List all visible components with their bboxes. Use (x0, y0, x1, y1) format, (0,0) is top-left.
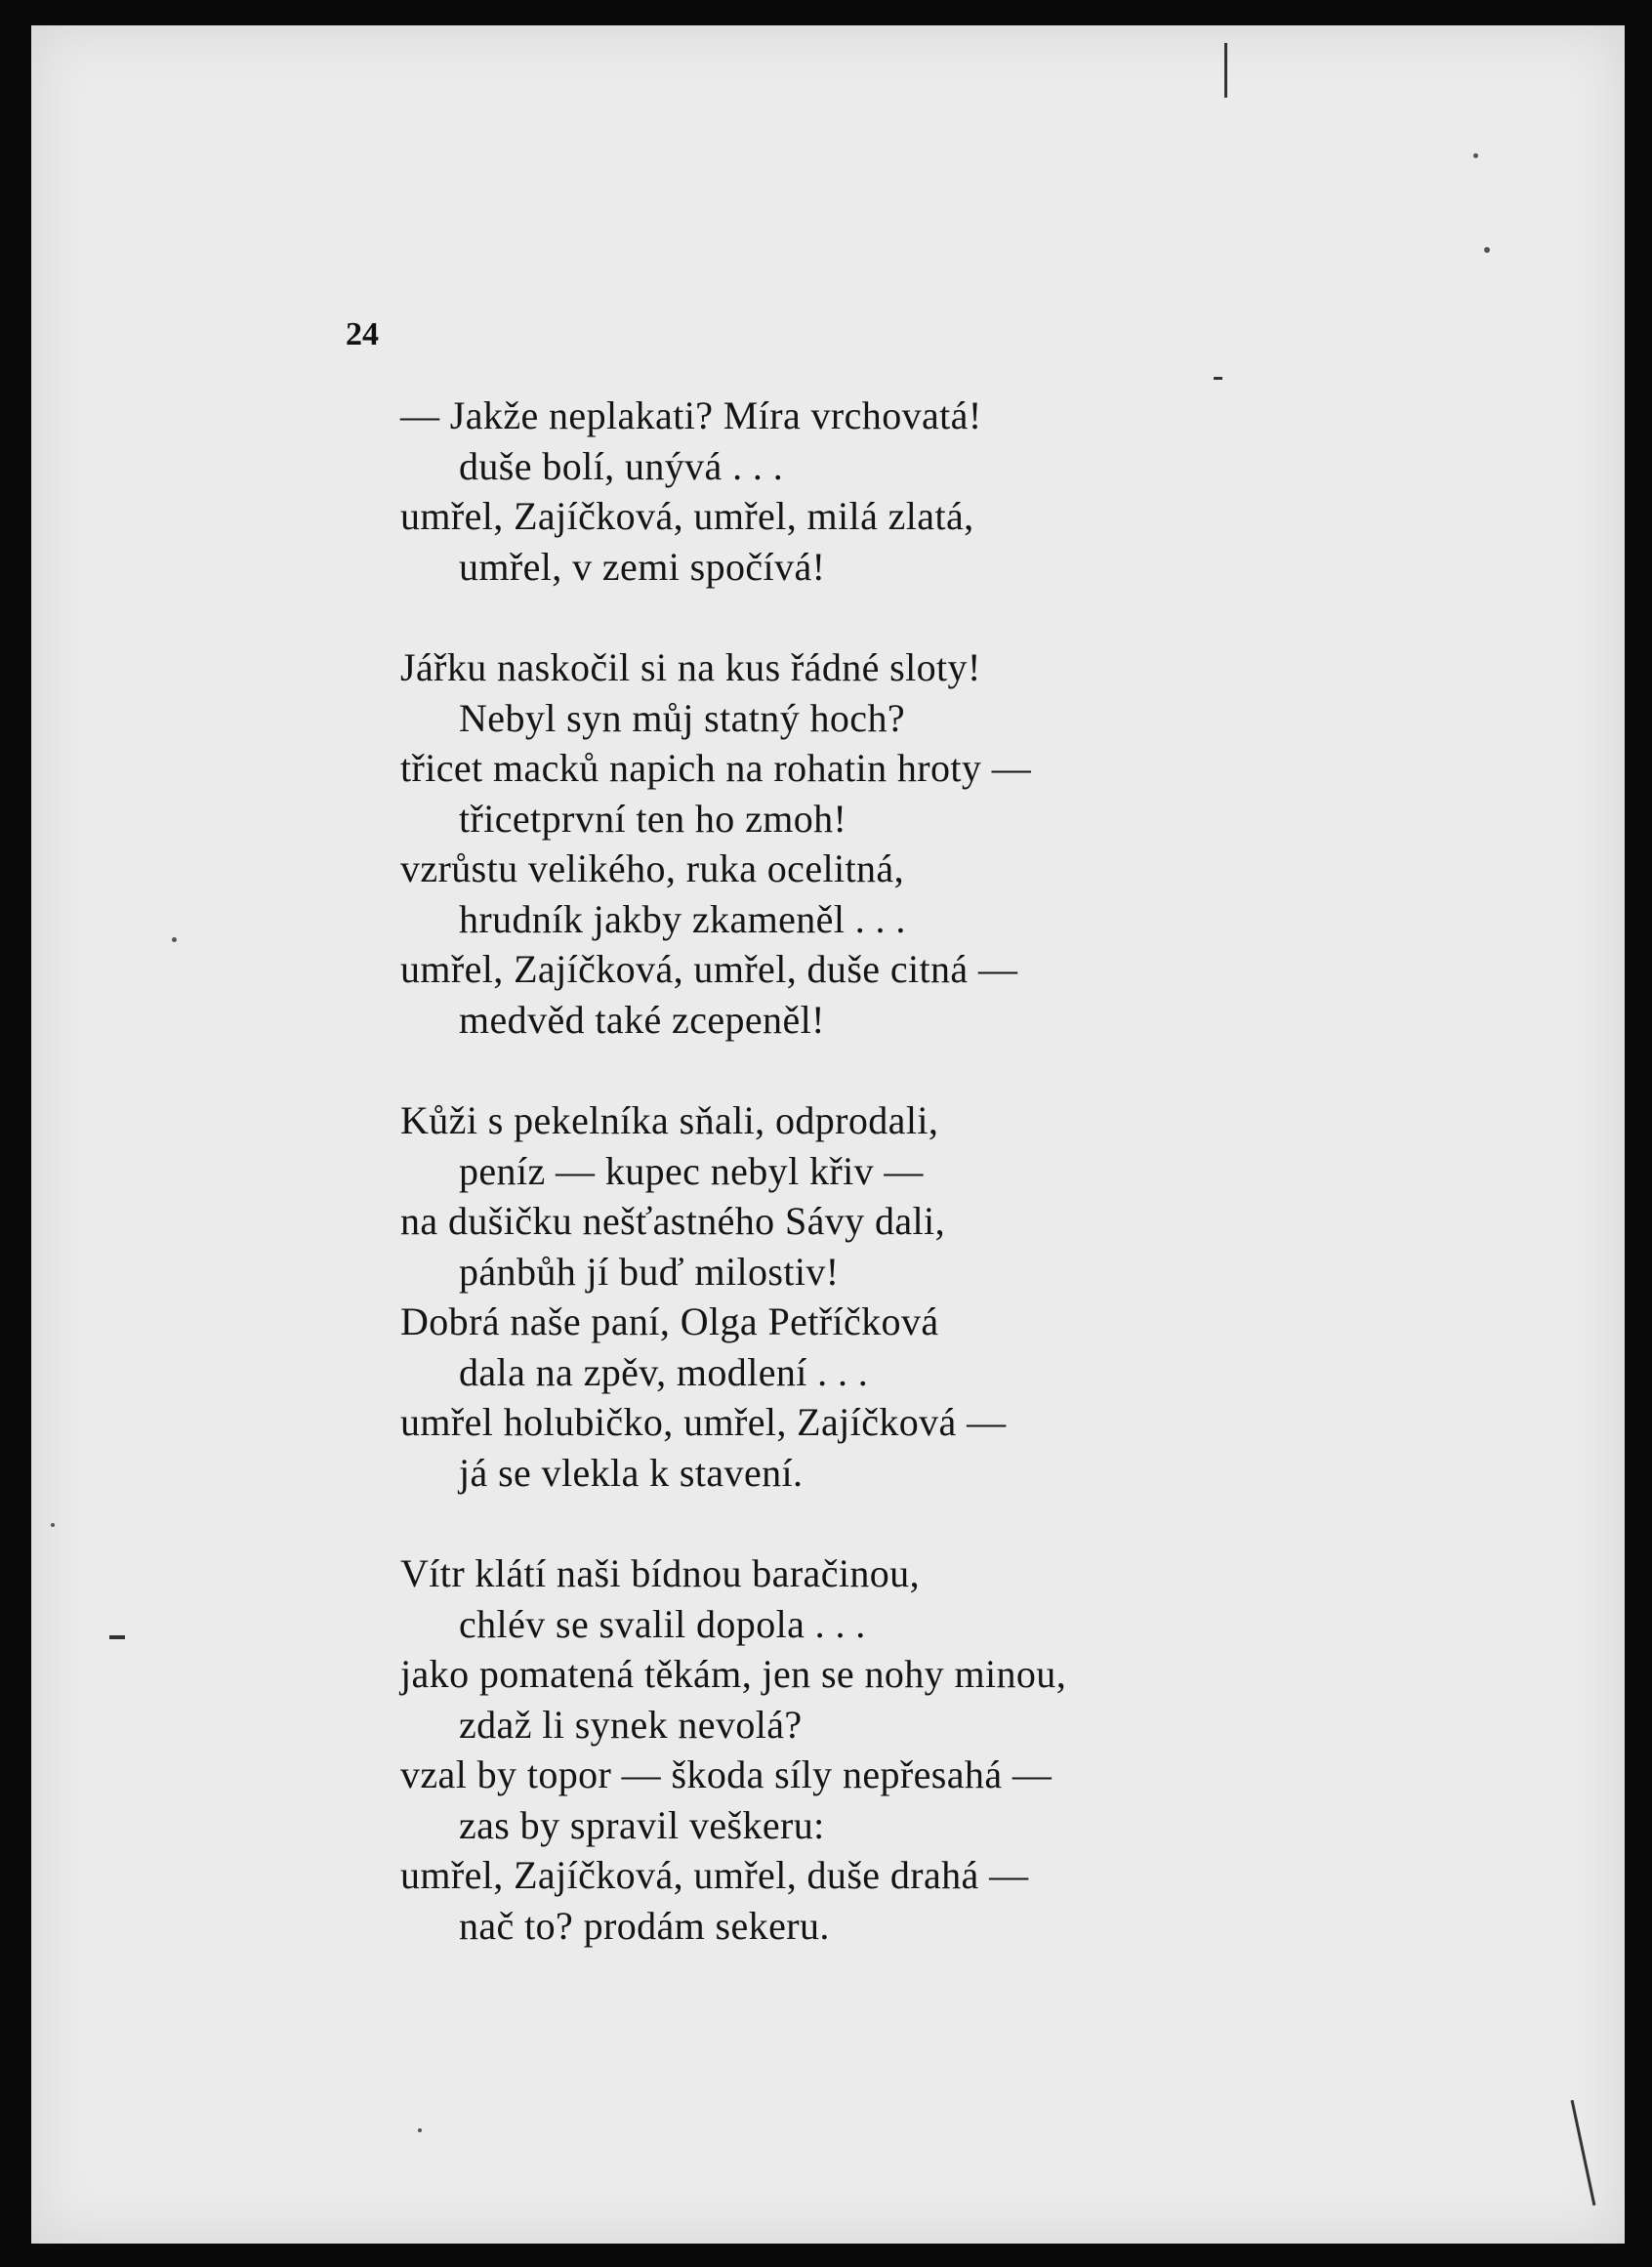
poem-line: chlév se svalil dopola . . . (459, 1601, 866, 1646)
poem-line: duše bolí, unývá . . . (459, 443, 784, 488)
stanza (400, 1095, 1533, 1498)
poem-line: vzal by topor — škoda síly nepřesahá — (400, 1752, 1053, 1796)
scan-speck (418, 2128, 422, 2132)
scan-mark (1214, 377, 1222, 380)
poem-line: já se vlekla k stavení. (459, 1450, 804, 1495)
poem-line: na dušičku nešťastného Sávy dali, (400, 1199, 945, 1243)
poem-line: jako pomatená těkám, jen se nohy minou, (400, 1652, 1067, 1696)
poem-line: zdaž li synek nevolá? (459, 1702, 803, 1747)
poem-line: umřel holubičko, umřel, Zajíčková — (400, 1400, 1007, 1444)
poem-line: peníz — kupec nebyl křiv — (459, 1148, 924, 1193)
scan-speck (51, 1523, 55, 1527)
poem-line: Kůži s pekelníka sňali, odprodali, (400, 1098, 939, 1142)
poem-line: Nebyl syn můj statný hoch? (459, 695, 906, 740)
poem-line: umřel, Zajíčková, umřel, duše citná — (400, 947, 1018, 991)
poem-line: — Jakže neplakati? Míra vrchovatá! (400, 393, 982, 437)
poem-line: hrudník jakby zkameněl . . . (459, 896, 906, 941)
poem-line: Vítr klátí naši bídnou baračinou, (400, 1551, 920, 1595)
scan-speck (172, 937, 177, 942)
poem-line: medvěd také zcepeněl! (459, 997, 825, 1042)
poem-line: třicetprvní ten ho zmoh! (459, 796, 847, 841)
poem-line: umřel, v zemi spočívá! (459, 544, 826, 589)
poem (400, 391, 1533, 1951)
scan-mark (109, 1635, 125, 1639)
stanza (400, 1548, 1533, 1951)
stanza (400, 642, 1533, 1045)
poem-line: vzrůstu velikého, ruka ocelitná, (400, 846, 904, 890)
scan-mark (1224, 43, 1227, 98)
poem-line: umřel, Zajíčková, umřel, milá zlatá, (400, 494, 974, 538)
scan-speck (1484, 247, 1490, 253)
poem-line: Dobrá naše paní, Olga Petříčková (400, 1299, 939, 1343)
stanza (400, 391, 1533, 592)
poem-line: nač to? prodám sekeru. (459, 1903, 830, 1948)
poem-line: zas by spravil veškeru: (459, 1802, 825, 1847)
poem-line: Jářku naskočil si na kus řádné sloty! (400, 645, 981, 689)
scan-speck (1473, 153, 1478, 158)
poem-line: pánbůh jí buď milostiv! (459, 1249, 840, 1294)
poem-line: umřel, Zajíčková, umřel, duše drahá — (400, 1853, 1029, 1897)
poem-line: třicet macků napich na rohatin hroty — (400, 746, 1032, 790)
page-number: 24 (346, 316, 379, 352)
poem-line: dala na zpěv, modlení . . . (459, 1349, 869, 1394)
